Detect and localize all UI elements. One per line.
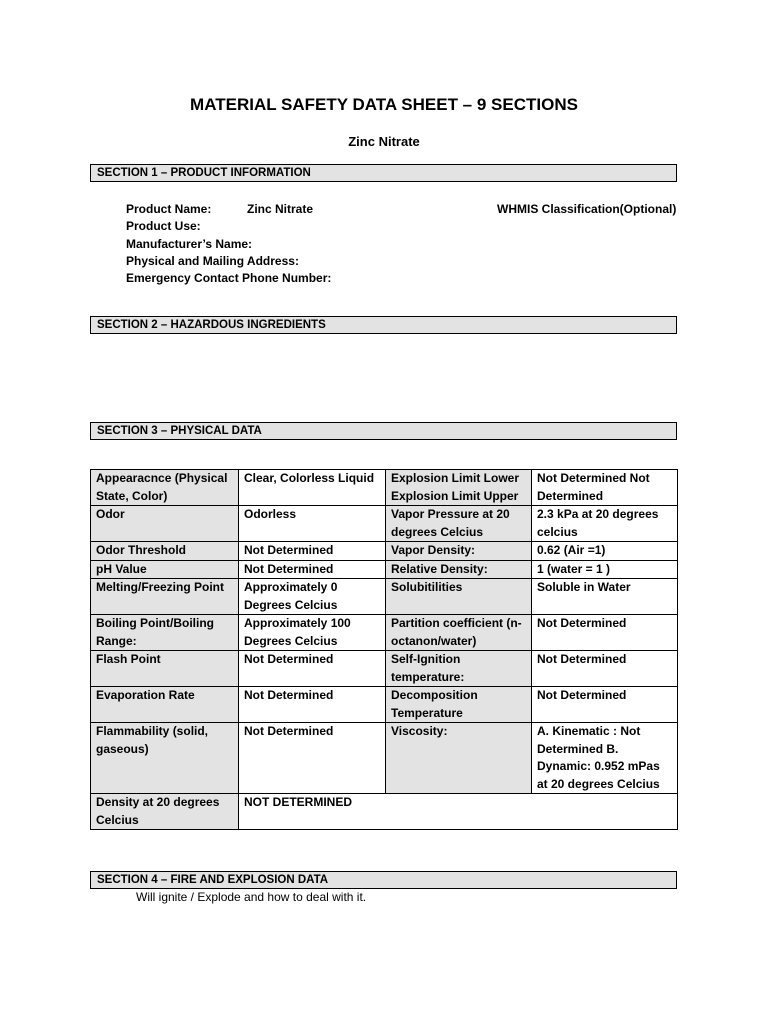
table-row (91, 615, 678, 651)
property-value: Approximately 100 Degrees Celcius (239, 615, 386, 651)
property-value: Not Determined (239, 687, 386, 723)
physical-data-table (90, 469, 678, 830)
property-label: Odor (91, 506, 239, 542)
table-row (91, 687, 678, 723)
property-value: 0.62 (Air =1) (532, 542, 678, 561)
property-label: Solubitilities (386, 579, 532, 615)
property-value: 1 (water = 1 ) (532, 560, 678, 579)
product-info-block (126, 201, 331, 287)
property-value: Approximately 0 Degrees Celcius (239, 579, 386, 615)
section-2-heading: SECTION 2 – HAZARDOUS INGREDIENTS (90, 316, 677, 334)
physical-data-body (91, 470, 678, 830)
whmis-classification: WHMIS Classification(Optional) (497, 202, 677, 216)
property-label: Evaporation Rate (91, 687, 239, 723)
page-title: MATERIAL SAFETY DATA SHEET – 9 SECTIONS (190, 95, 578, 114)
property-label: Explosion Limit Lower Explosion Limit Upper (386, 470, 532, 506)
property-value: Not Determined (239, 651, 386, 687)
property-label: Relative Density: (386, 560, 532, 579)
property-label: Flammability (solid, gaseous) (91, 723, 239, 794)
property-label: Boiling Point/Boiling Range: (91, 615, 239, 651)
section-4-text: Will ignite / Explode and how to deal with it. (136, 890, 367, 904)
property-value: Soluble in Water (532, 579, 678, 615)
property-label: Odor Threshold (91, 542, 239, 561)
property-label: Self-Ignition temperature: (386, 651, 532, 687)
property-label: Melting/Freezing Point (91, 579, 239, 615)
property-label: Vapor Density: (386, 542, 532, 561)
property-label: Flash Point (91, 651, 239, 687)
property-label: Viscosity: (386, 723, 532, 794)
table-row (91, 723, 678, 794)
table-row (91, 506, 678, 542)
property-value: Not Determined (239, 723, 386, 794)
product-subtitle: Zinc Nitrate (348, 134, 420, 149)
section-4-heading: SECTION 4 – FIRE AND EXPLOSION DATA (90, 871, 677, 889)
property-label: Vapor Pressure at 20 degrees Celcius (386, 506, 532, 542)
product-use-label: Product Use: (126, 219, 201, 234)
table-row (91, 560, 678, 579)
product-name-value: Zinc Nitrate (247, 202, 314, 216)
property-value: Clear, Colorless Liquid (239, 470, 386, 506)
table-row (91, 794, 678, 830)
section-1-heading: SECTION 1 – PRODUCT INFORMATION (90, 164, 677, 182)
property-value: Not Determined (532, 615, 678, 651)
property-value: 2.3 kPa at 20 degrees celcius (532, 506, 678, 542)
manufacturer-label: Manufacturer’s Name: (126, 236, 253, 251)
table-row (91, 542, 678, 561)
property-label: Density at 20 degrees Celcius (91, 794, 239, 830)
property-value: Not Determined (239, 542, 386, 561)
property-value: NOT DETERMINED (239, 794, 678, 830)
property-value: Not Determined (532, 687, 678, 723)
section-3-heading: SECTION 3 – PHYSICAL DATA (90, 422, 677, 440)
property-value: Odorless (239, 506, 386, 542)
property-value: Not Determined Not Determined (532, 470, 678, 506)
address-label: Physical and Mailing Address: (126, 253, 299, 268)
property-value: Not Determined (239, 560, 386, 579)
property-label: Partition coefficient (n-octanon/water) (386, 615, 532, 651)
table-row (91, 651, 678, 687)
product-name-row (126, 201, 331, 218)
emergency-contact-label: Emergency Contact Phone Number: (126, 271, 332, 286)
property-value: Not Determined (532, 651, 678, 687)
property-value: A. Kinematic : Not Determined B. Dynamic: 0.952 mPas at 20 degrees Celcius (532, 723, 678, 794)
table-row (91, 470, 678, 506)
property-label: pH Value (91, 560, 239, 579)
table-row (91, 579, 678, 615)
product-name-label: Product Name: (126, 202, 212, 216)
property-label: Decomposition Temperature (386, 687, 532, 723)
property-label: Appearacnce (Physical State, Color) (91, 470, 239, 506)
